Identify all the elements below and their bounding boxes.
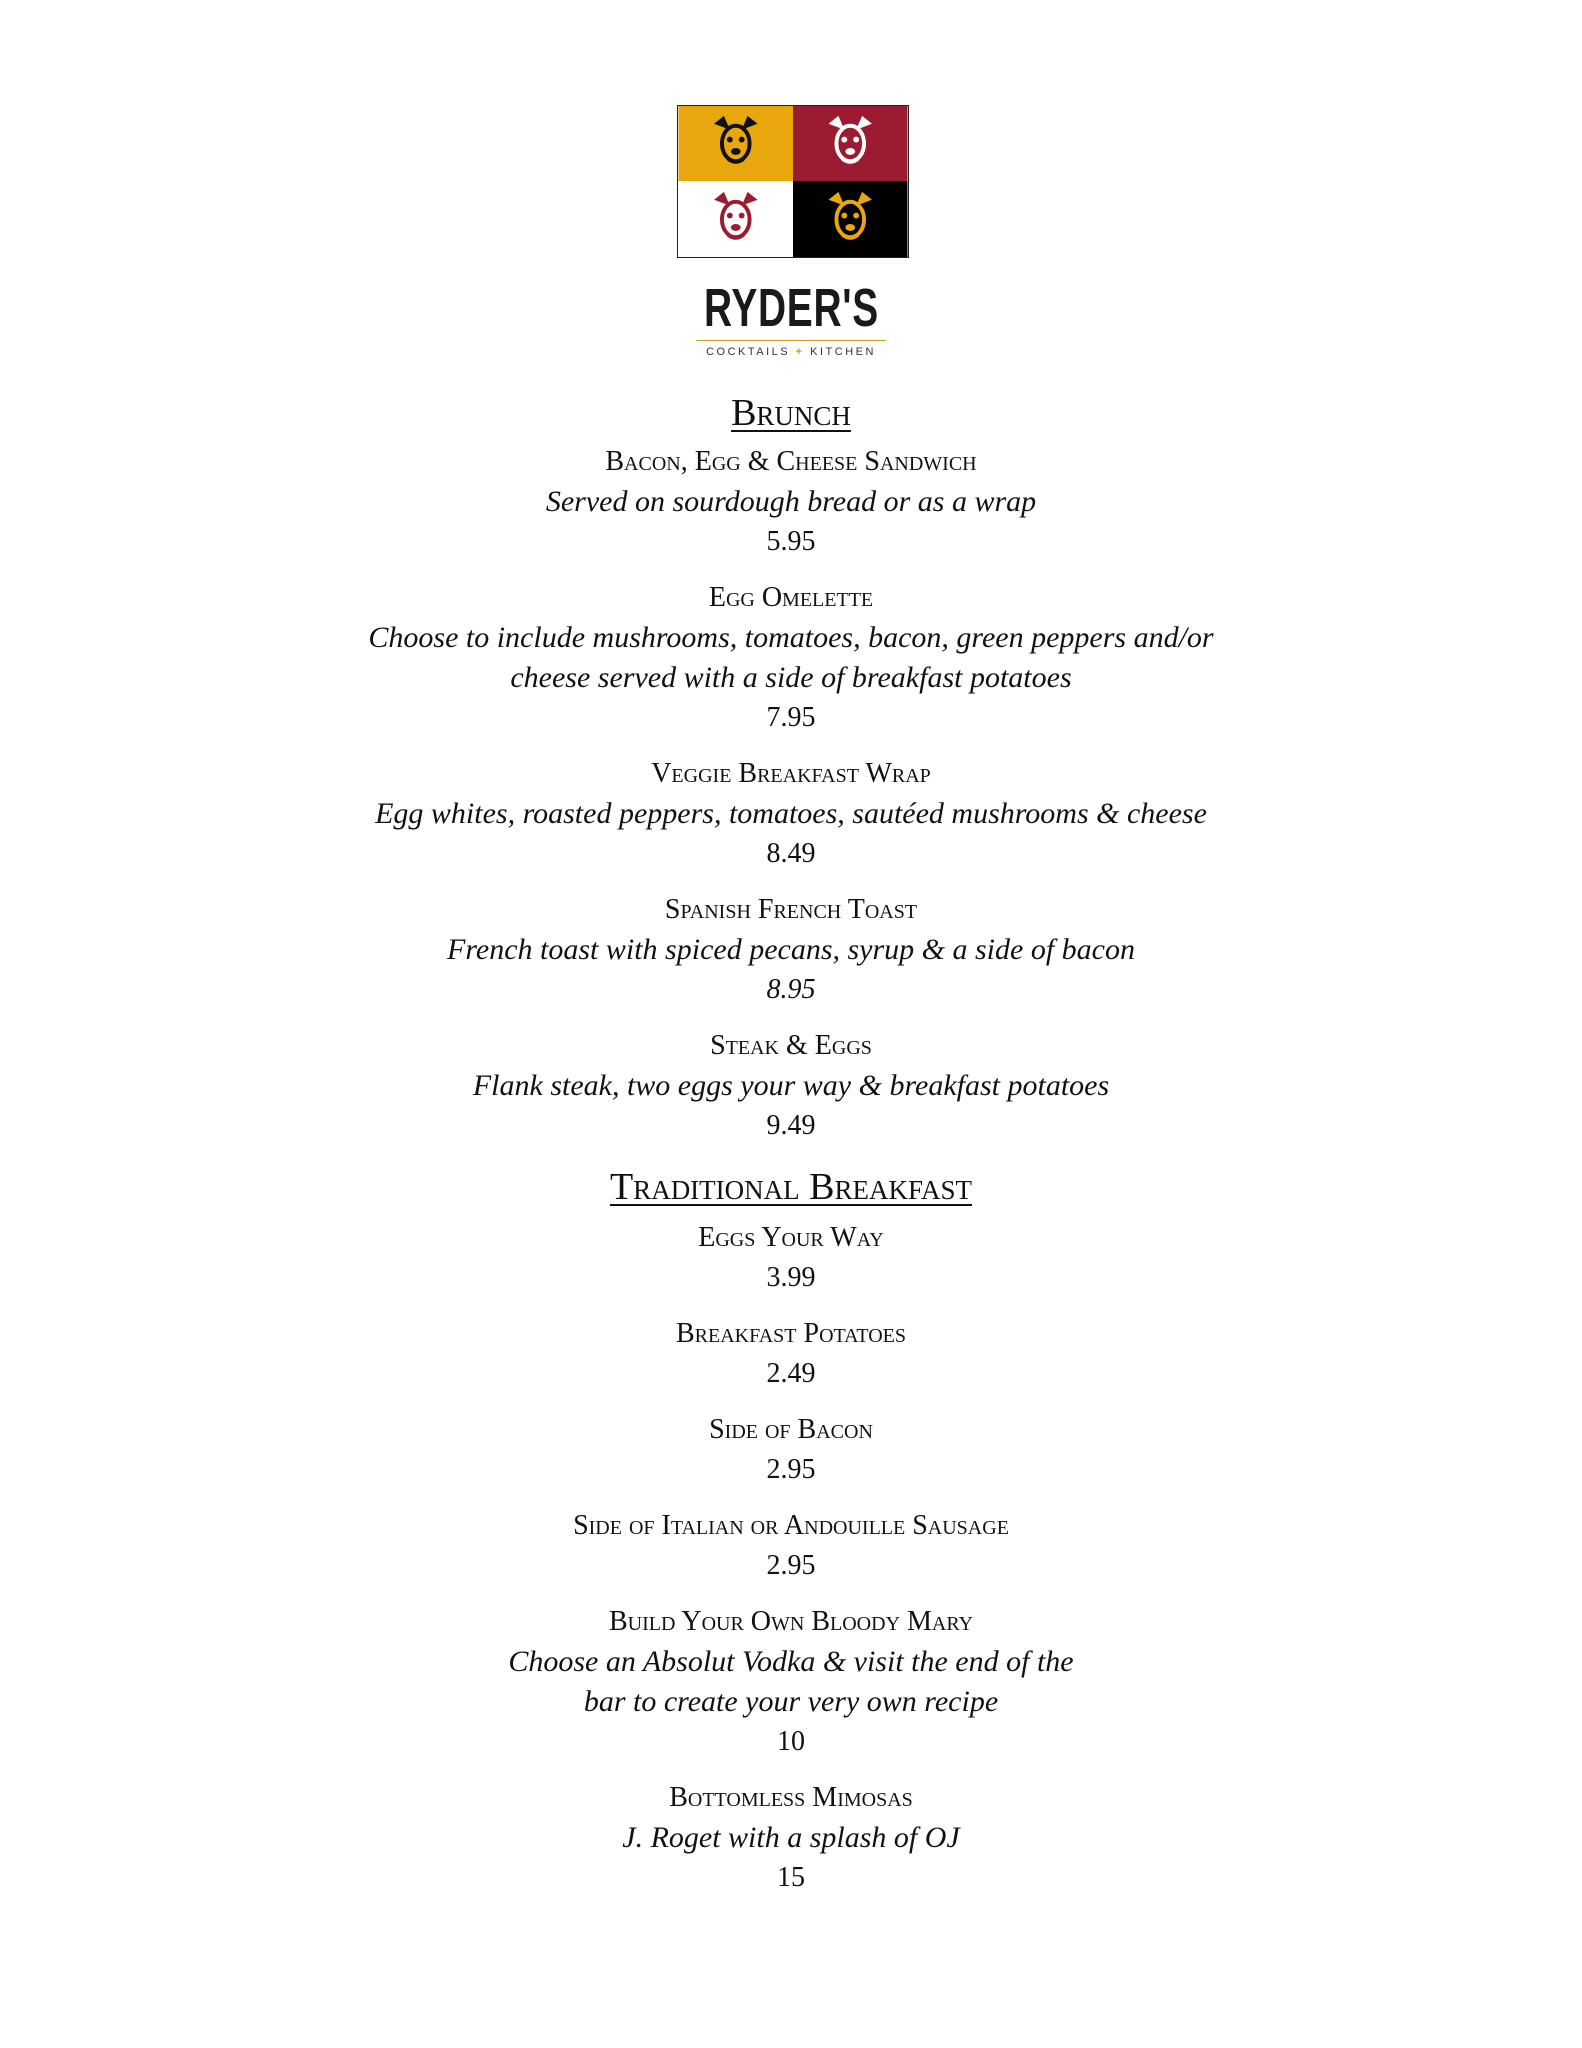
menu-item-description: cheese served with a side of breakfast potatoes: [510, 661, 1072, 694]
menu-item-price: 9.49: [766, 1110, 816, 1141]
brand-divider: [696, 340, 886, 341]
section-title: Brunch: [731, 392, 851, 434]
brand-name: RYDER'S: [703, 278, 879, 338]
menu-item-name: Breakfast Potatoes: [675, 1318, 907, 1349]
menu-item-description: J. Roget with a splash of OJ: [622, 1821, 960, 1854]
menu-item: [0, 1602, 1582, 1762]
menu-item-name: Side of Italian or Andouille Sausage: [573, 1510, 1009, 1541]
section-title: Traditional Breakfast: [609, 1166, 973, 1208]
menu-item-name: Spanish French Toast: [664, 894, 918, 925]
brand-subtitle-left: COCKTAILS: [706, 346, 791, 358]
menu-item: [0, 1314, 1582, 1394]
menu-item-description: French toast with spiced pecans, syrup & a side of bacon: [447, 933, 1135, 966]
brand-subtitle-plus: +: [795, 346, 805, 358]
menu-item-name: Bottomless Mimosas: [669, 1782, 913, 1813]
menu-item-price: 5.95: [766, 526, 816, 557]
menu-item-price: 8.95: [766, 974, 816, 1005]
menu-item-name: Side of Bacon: [709, 1414, 873, 1445]
menu-item-price: 3.99: [766, 1262, 816, 1293]
menu-item-description: Served on sourdough bread or as a wrap: [545, 485, 1037, 518]
menu-item-name: Veggie Breakfast Wrap: [651, 758, 931, 789]
brand-block: [0, 278, 1582, 358]
dog-logo-icon: [678, 106, 908, 257]
menu-item: [0, 442, 1582, 562]
menu-item: [0, 1410, 1582, 1490]
menu-item-price: 2.95: [766, 1454, 816, 1485]
menu-item: [0, 1506, 1582, 1586]
menu-item: [0, 754, 1582, 874]
menu-item: [0, 1778, 1582, 1898]
menu-item-description: Egg whites, roasted peppers, tomatoes, sautéed mushrooms & cheese: [375, 797, 1207, 830]
menu-item-description: Flank steak, two eggs your way & breakfast potatoes: [472, 1069, 1110, 1102]
menu-item-name: Eggs Your Way: [698, 1222, 884, 1253]
menu-item-price: 8.49: [766, 838, 816, 869]
menu-item-price: 2.95: [766, 1550, 816, 1581]
menu-item-name: Egg Omelette: [708, 582, 874, 613]
menu-item-description: Choose to include mushrooms, tomatoes, bacon, green peppers and/or: [368, 621, 1214, 654]
menu-item-price: 7.95: [766, 702, 816, 733]
menu-item: [0, 1026, 1582, 1146]
menu-item-price: 15: [777, 1862, 805, 1893]
menu-item: [0, 578, 1582, 738]
menu-item-price: 10: [777, 1726, 805, 1757]
menu-item-description: Choose an Absolut Vodka & visit the end of the: [508, 1645, 1074, 1678]
brand-subtitle: [0, 346, 1582, 358]
menu-item-name: Steak & Eggs: [710, 1030, 872, 1061]
menu-item-name: Build Your Own Bloody Mary: [608, 1606, 974, 1637]
menu-item: [0, 1218, 1582, 1298]
menu: [0, 388, 1582, 1914]
menu-item-name: Bacon, Egg & Cheese Sandwich: [605, 446, 977, 477]
menu-item: [0, 890, 1582, 1010]
logo: [677, 105, 909, 258]
menu-item-description: bar to create your very own recipe: [583, 1685, 999, 1718]
brand-subtitle-right: KITCHEN: [810, 346, 876, 358]
menu-item-price: 2.49: [766, 1358, 816, 1389]
